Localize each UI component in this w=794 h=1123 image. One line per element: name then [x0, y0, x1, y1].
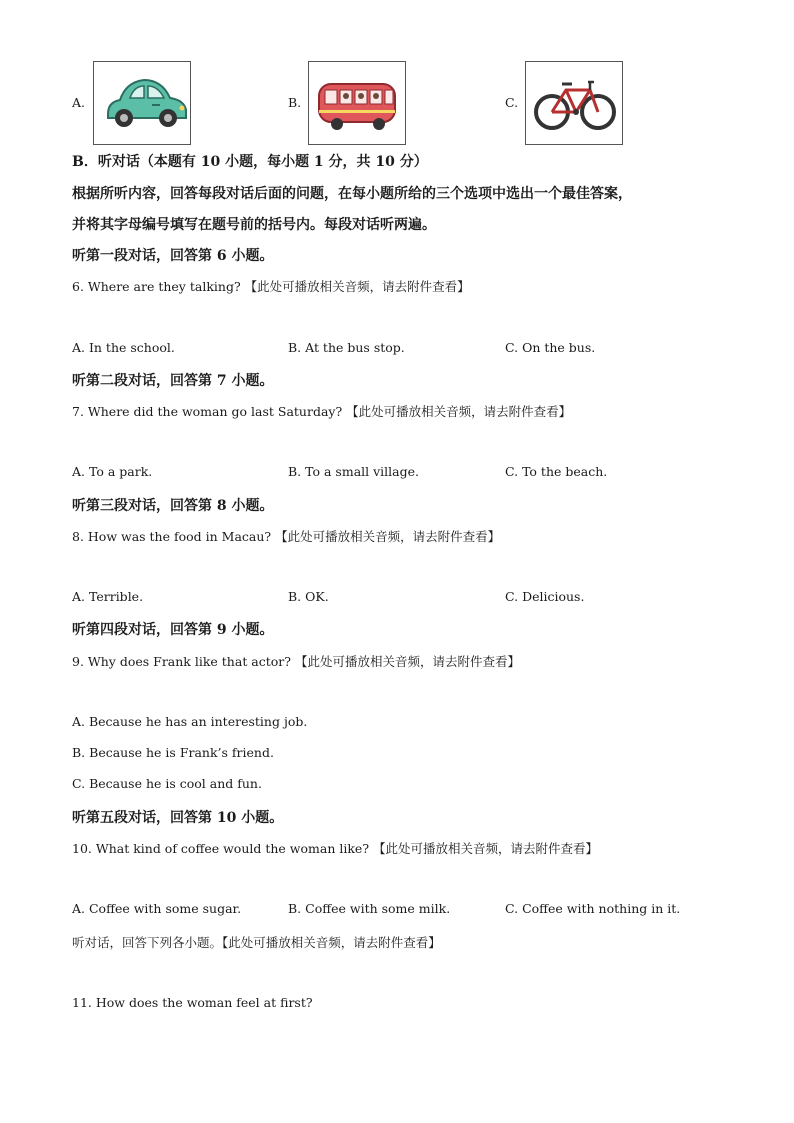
q10-option-a: A. Coffee with some sugar. — [72, 901, 242, 916]
q9-option-a: A. Because he has an interesting job. — [72, 714, 308, 729]
q8-option-c: C. Delicious. — [505, 589, 585, 604]
q6-heading: 听第一段对话，回答第 6 小题。 — [72, 248, 274, 264]
q6-question: 6. Where are they talking? 【此处可播放相关音频，请去附件查看】 — [72, 279, 470, 294]
q11-question: 11. How does the woman feel at first? — [72, 995, 313, 1010]
q7-option-c: C. To the beach. — [505, 464, 608, 479]
section-instruction-2: 并将其字母编号填写在题号前的括号内。每段对话听两遍。 — [72, 217, 436, 233]
q7-heading: 听第二段对话，回答第 7 小题。 — [72, 373, 274, 389]
bicycle-icon — [526, 62, 622, 144]
q7-option-a: A. To a park. — [72, 464, 153, 479]
q6-option-a: A. In the school. — [72, 340, 175, 355]
q10-option-c: C. Coffee with nothing in it. — [505, 901, 681, 916]
q11-intro: 听对话，回答下列各小题。【此处可播放相关音频，请去附件查看】 — [72, 935, 441, 950]
bus-image — [308, 61, 406, 145]
q10-question: 10. What kind of coffee would the woman like? 【此处可播放相关音频，请去附件查看】 — [72, 841, 598, 856]
section-instruction-1: 根据所听内容，回答每段对话后面的问题，在每小题所给的三个选项中选出一个最佳答案， — [72, 186, 632, 202]
q6-option-b: B. At the bus stop. — [288, 340, 405, 355]
q8-heading: 听第三段对话，回答第 8 小题。 — [72, 498, 274, 514]
q8-option-a: A. Terrible. — [72, 589, 144, 604]
q7-question: 7. Where did the woman go last Saturday? 【此处可播放相关音频，请去附件查看】 — [72, 404, 572, 419]
section-heading: B．听对话（本题有 10 小题，每小题 1 分，共 10 分） — [72, 154, 428, 170]
q9-question: 9. Why does Frank like that actor? 【此处可播放相关音频，请去附件查看】 — [72, 654, 520, 669]
q7-option-b: B. To a small village. — [288, 464, 419, 479]
bicycle-image — [525, 61, 623, 145]
option-a-label: A. — [72, 95, 86, 110]
q9-heading: 听第四段对话，回答第 9 小题。 — [72, 622, 274, 638]
q8-question: 8. How was the food in Macau? 【此处可播放相关音频，请去附件查看】 — [72, 529, 501, 544]
q10-option-b: B. Coffee with some milk. — [288, 901, 451, 916]
q6-option-c: C. On the bus. — [505, 340, 596, 355]
option-c-label: C. — [505, 95, 519, 110]
q10-heading: 听第五段对话，回答第 10 小题。 — [72, 810, 284, 826]
car-image — [93, 61, 191, 145]
bus-icon — [309, 62, 405, 144]
car-icon — [94, 62, 190, 144]
option-b-label: B. — [288, 95, 302, 110]
q9-option-c: C. Because he is cool and fun. — [72, 776, 262, 791]
q8-option-b: B. OK. — [288, 589, 329, 604]
q9-option-b: B. Because he is Frank’s friend. — [72, 745, 274, 760]
